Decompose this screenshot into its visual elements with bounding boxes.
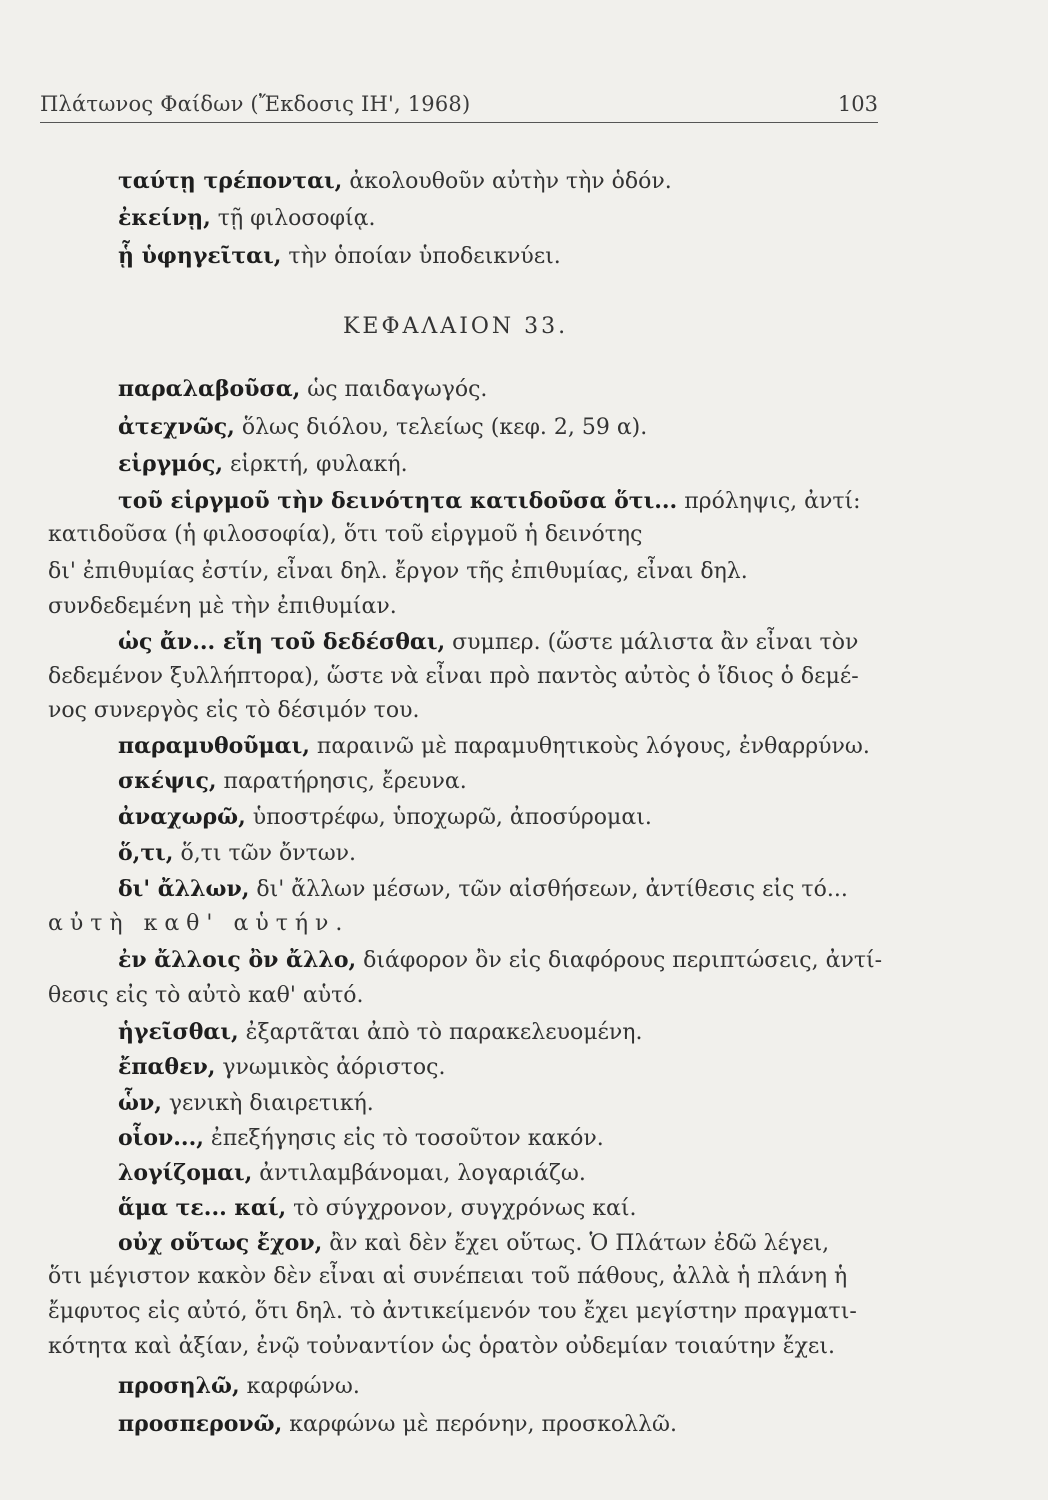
entry-lemma: δι' ἄλλων, xyxy=(118,876,250,902)
entry-continuation-text: κότητα καὶ ἀξίαν, ἐνῷ τοὐναντίον ὡς ὁρατὸν οὐδεμίαν τοιαύτην ἔχει. xyxy=(48,1334,835,1359)
entry-continuation xyxy=(0,518,1048,554)
entry-continuation xyxy=(0,555,1048,591)
entry-continuation xyxy=(0,1260,1048,1296)
entry-lemma: παραμυθοῦμαι, xyxy=(118,733,310,759)
entry-lemma: λογίζομαι, xyxy=(118,1160,253,1186)
page-number: 103 xyxy=(837,92,878,116)
glossary-entry xyxy=(0,1015,1048,1051)
entry-gloss: ἐξαρτᾶται ἀπὸ τὸ παρακελευομένη. xyxy=(238,1020,643,1045)
entry-lemma: ἡγεῖσθαι, xyxy=(118,1019,239,1045)
running-header xyxy=(40,90,878,123)
entry-gloss: ὅ,τι τῶν ὄντων. xyxy=(173,841,357,866)
glossary-entry xyxy=(0,1086,1048,1122)
glossary-entry xyxy=(0,800,1048,836)
entry-continuation-text: θεσις εἰς τὸ αὐτὸ καθ' αὑτό. xyxy=(48,983,364,1008)
glossary-entry xyxy=(0,764,1048,800)
entry-lemma: ὅ,τι, xyxy=(118,840,174,866)
entry-gloss: διάφορον ὂν εἰς διαφόρους περιπτώσεις, ἀντί- xyxy=(356,948,883,973)
entry-lemma: ἀτεχνῶς, xyxy=(118,414,235,440)
glossary-entry xyxy=(0,1226,1048,1262)
header-title: Πλάτωνος Φαίδων (Ἔκδοσις ΙΗ', 1968) xyxy=(40,92,471,116)
entry-gloss: ὡς παιδαγωγός. xyxy=(300,377,488,402)
entry-lemma: προσηλῶ, xyxy=(118,1373,240,1399)
glossary-entry xyxy=(0,239,1048,275)
entry-gloss: ἐπεξήγησις εἰς τὸ τοσοῦτον κακόν. xyxy=(203,1126,604,1151)
entry-lemma: ᾗ ὑφηγεῖται, xyxy=(118,243,282,269)
entry-lemma: εἱργμός, xyxy=(118,451,224,477)
glossary-entry xyxy=(0,410,1048,446)
entry-lemma: ἔπαθεν, xyxy=(118,1054,216,1080)
entry-continuation-text: κατιδοῦσα (ἡ φιλοσοφία), ὅτι τοῦ εἱργμοῦ ἡ δεινότης xyxy=(48,522,643,547)
entry-gloss: ὑποστρέφω, ὑποχωρῶ, ἀποσύρομαι. xyxy=(245,805,652,830)
entry-continuation xyxy=(0,660,1048,696)
entry-continuation xyxy=(0,1330,1048,1366)
entry-continuation-text: ἔμφυτος εἰς αὐτό, ὅτι δηλ. τὸ ἀντικείμενόν του ἔχει μεγίστην πραγματι- xyxy=(48,1299,857,1324)
entry-lemma: προσπερονῶ, xyxy=(118,1411,283,1437)
entry-gloss: γενικὴ διαιρετική. xyxy=(161,1091,374,1116)
glossary-entry xyxy=(0,1050,1048,1086)
glossary-entry xyxy=(0,943,1048,979)
entry-lemma: ταύτῃ τρέπονται, xyxy=(118,168,343,194)
glossary-entry xyxy=(0,1407,1048,1443)
entry-gloss: ὅλως διόλου, τελείως (κεφ. 2, 59 α). xyxy=(234,415,648,440)
glossary-entry xyxy=(0,729,1048,765)
entry-continuation-text: δι' ἐπιθυμίας ἐστίν, εἶναι δηλ. ἔργον τῆς ἐπιθυμίας, εἶναι δηλ. xyxy=(48,559,748,584)
entry-gloss: δι' ἄλλων μέσων, τῶν αἰσθήσεων, ἀντίθεσις εἰς τό... xyxy=(249,877,848,902)
glossary-entry xyxy=(0,1369,1048,1405)
glossary-entry xyxy=(0,1121,1048,1157)
glossary-entry xyxy=(0,836,1048,872)
entry-continuation-text: αὐτὴ καθ' αὑτήν. xyxy=(48,911,350,936)
entry-gloss: παραινῶ μὲ παραμυθητικοὺς λόγους, ἐνθαρρύνω. xyxy=(309,734,870,759)
entry-lemma: ἀναχωρῶ, xyxy=(118,804,246,830)
entry-gloss: καρφώνω. xyxy=(239,1374,360,1399)
entry-lemma: παραλαβοῦσα, xyxy=(118,376,301,402)
entry-lemma: οἷον..., xyxy=(118,1125,204,1151)
glossary-entry xyxy=(0,372,1048,408)
entry-lemma: τοῦ εἱργμοῦ τὴν δεινότητα κατιδοῦσα ὅτι... xyxy=(118,488,678,514)
entry-continuation xyxy=(0,590,1048,626)
entry-gloss: γνωμικὸς ἀόριστος. xyxy=(215,1055,446,1080)
entry-lemma: ἐν ἄλλοις ὂν ἄλλο, xyxy=(118,947,357,973)
glossary-entry xyxy=(0,164,1048,200)
glossary-entry xyxy=(0,201,1048,237)
glossary-entry xyxy=(0,872,1048,908)
entry-gloss: τῇ φιλοσοφίᾳ. xyxy=(210,206,376,231)
entry-gloss: πρόληψις, ἀντί: xyxy=(677,489,861,514)
entry-lemma: ὧν, xyxy=(118,1090,162,1116)
entry-continuation xyxy=(0,907,1048,943)
glossary-entry xyxy=(0,447,1048,483)
entry-continuation-text: δεδεμένον ξυλλήπτορα), ὥστε νὰ εἶναι πρὸ παντὸς αὐτὸς ὁ ἴδιος ὁ δεμέ- xyxy=(48,664,859,689)
entry-continuation xyxy=(0,1295,1048,1331)
entry-gloss: ἀντιλαμβάνομαι, λογαριάζω. xyxy=(252,1161,586,1186)
entry-lemma: σκέψις, xyxy=(118,768,217,794)
entry-continuation xyxy=(0,979,1048,1015)
glossary-entry xyxy=(0,1191,1048,1227)
entry-gloss: τὸ σύγχρονον, συγχρόνως καί. xyxy=(286,1196,637,1221)
chapter-heading: ΚΕΦΑΛΑΙΟΝ 33. xyxy=(343,314,569,339)
entry-continuation-text: νος συνεργὸς εἰς τὸ δέσιμόν του. xyxy=(48,698,420,723)
entry-continuation-text: συνδεδεμένη μὲ τὴν ἐπιθυμίαν. xyxy=(48,594,397,619)
entry-continuation xyxy=(0,694,1048,730)
entry-gloss: εἱρκτή, φυλακή. xyxy=(223,452,408,477)
glossary-entry xyxy=(0,1156,1048,1192)
entry-continuation-text: ὅτι μέγιστον κακὸν δὲν εἶναι αἱ συνέπειαι τοῦ πάθους, ἀλλὰ ἡ πλάνη ἡ xyxy=(48,1264,848,1289)
entry-gloss: τὴν ὁποίαν ὑποδεικνύει. xyxy=(281,244,561,269)
entry-gloss: καρφώνω μὲ περόνην, προσκολλῶ. xyxy=(282,1412,677,1437)
entry-lemma: ἅμα τε... καί, xyxy=(118,1195,287,1221)
entry-lemma: ἐκείνῃ, xyxy=(118,205,211,231)
entry-gloss: ἀκολουθοῦν αὐτὴν τὴν ὁδόν. xyxy=(342,169,672,194)
entry-lemma: ὡς ἄν... εἴη τοῦ δεδέσθαι, xyxy=(118,629,446,655)
entry-gloss: ἂν καὶ δὲν ἔχει οὕτως. Ὁ Πλάτων ἐδῶ λέγει, xyxy=(322,1231,830,1256)
entry-gloss: παρατήρησις, ἔρευνα. xyxy=(216,769,467,794)
entry-gloss: συμπερ. (ὥστε μάλιστα ἂν εἶναι τὸν xyxy=(445,630,859,655)
entry-lemma: οὐχ οὕτως ἔχον, xyxy=(118,1230,323,1256)
glossary-entry xyxy=(0,484,1048,520)
glossary-entry xyxy=(0,625,1048,661)
